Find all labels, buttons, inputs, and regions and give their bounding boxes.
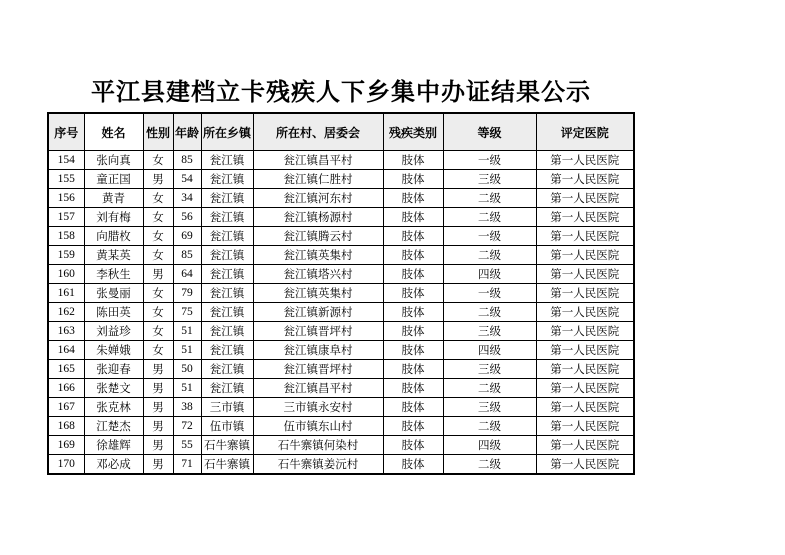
table-cell: 肢体 <box>383 246 443 265</box>
table-cell: 江楚杰 <box>84 417 143 436</box>
table-cell: 女 <box>143 151 173 170</box>
table-cell: 肢体 <box>383 341 443 360</box>
table-cell: 黄某英 <box>84 246 143 265</box>
table-row <box>48 227 634 246</box>
table-cell: 瓮江镇杨源村 <box>253 208 383 227</box>
table-row <box>48 303 634 322</box>
table-cell: 肢体 <box>383 360 443 379</box>
table-cell: 第一人民医院 <box>536 227 634 246</box>
table-cell: 张楚文 <box>84 379 143 398</box>
table-cell: 瓮江镇晋坪村 <box>253 360 383 379</box>
table-cell: 二级 <box>443 208 536 227</box>
table-cell: 168 <box>48 417 84 436</box>
table-cell: 三级 <box>443 360 536 379</box>
table-row <box>48 246 634 265</box>
table-cell: 刘益珍 <box>84 322 143 341</box>
table-cell: 三市镇永安村 <box>253 398 383 417</box>
table-body <box>48 151 634 475</box>
column-header: 所在乡镇 <box>201 113 253 151</box>
table-cell: 男 <box>143 455 173 475</box>
table-cell: 第一人民医院 <box>536 322 634 341</box>
table-cell: 38 <box>173 398 201 417</box>
table-cell: 二级 <box>443 455 536 475</box>
table-row <box>48 151 634 170</box>
table-row <box>48 455 634 475</box>
table-cell: 瓮江镇 <box>201 284 253 303</box>
table-cell: 瓮江镇 <box>201 151 253 170</box>
table-cell: 69 <box>173 227 201 246</box>
table-cell: 张迎春 <box>84 360 143 379</box>
table-cell: 肢体 <box>383 303 443 322</box>
table-cell: 三级 <box>443 322 536 341</box>
table-cell: 石牛寨镇 <box>201 455 253 475</box>
table-cell: 157 <box>48 208 84 227</box>
table-cell: 瓮江镇 <box>201 227 253 246</box>
table-cell: 154 <box>48 151 84 170</box>
table-cell: 瓮江镇新源村 <box>253 303 383 322</box>
table-cell: 56 <box>173 208 201 227</box>
table-cell: 第一人民医院 <box>536 151 634 170</box>
table-cell: 三级 <box>443 398 536 417</box>
table-cell: 瓮江镇英集村 <box>253 246 383 265</box>
table-cell: 一级 <box>443 151 536 170</box>
table-cell: 肢体 <box>383 417 443 436</box>
table-cell: 石牛寨镇姜沅村 <box>253 455 383 475</box>
table-cell: 34 <box>173 189 201 208</box>
table-row <box>48 436 634 455</box>
table-cell: 72 <box>173 417 201 436</box>
table-cell: 男 <box>143 379 173 398</box>
table-cell: 瓮江镇晋坪村 <box>253 322 383 341</box>
table-cell: 张向真 <box>84 151 143 170</box>
table-cell: 159 <box>48 246 84 265</box>
results-table <box>47 112 635 475</box>
table-cell: 第一人民医院 <box>536 417 634 436</box>
table-cell: 85 <box>173 246 201 265</box>
table-row <box>48 208 634 227</box>
table-cell: 邓必成 <box>84 455 143 475</box>
table-cell: 51 <box>173 341 201 360</box>
table-cell: 第一人民医院 <box>536 189 634 208</box>
table-cell: 第一人民医院 <box>536 246 634 265</box>
table-cell: 二级 <box>443 246 536 265</box>
table-cell: 85 <box>173 151 201 170</box>
column-header: 姓名 <box>84 113 143 151</box>
table-row <box>48 417 634 436</box>
table-row <box>48 341 634 360</box>
table-cell: 瓮江镇 <box>201 303 253 322</box>
table-cell: 50 <box>173 360 201 379</box>
page-title: 平江县建档立卡残疾人下乡集中办证结果公示 <box>91 80 591 106</box>
table-cell: 瓮江镇 <box>201 379 253 398</box>
column-header: 性别 <box>143 113 173 151</box>
table-cell: 第一人民医院 <box>536 208 634 227</box>
table-cell: 瓮江镇 <box>201 265 253 284</box>
table-cell: 二级 <box>443 189 536 208</box>
table-row <box>48 398 634 417</box>
table-cell: 瓮江镇 <box>201 189 253 208</box>
table-cell: 男 <box>143 436 173 455</box>
table-cell: 瓮江镇 <box>201 170 253 189</box>
table-cell: 161 <box>48 284 84 303</box>
table-cell: 第一人民医院 <box>536 265 634 284</box>
table-cell: 三市镇 <box>201 398 253 417</box>
table-cell: 女 <box>143 208 173 227</box>
table-cell: 170 <box>48 455 84 475</box>
table-cell: 石牛寨镇 <box>201 436 253 455</box>
table-cell: 165 <box>48 360 84 379</box>
table-cell: 三级 <box>443 170 536 189</box>
table-cell: 瓮江镇 <box>201 246 253 265</box>
table-cell: 瓮江镇昌平村 <box>253 151 383 170</box>
table-cell: 肢体 <box>383 265 443 284</box>
table-cell: 158 <box>48 227 84 246</box>
table-cell: 肢体 <box>383 379 443 398</box>
table-cell: 男 <box>143 170 173 189</box>
table-cell: 刘有梅 <box>84 208 143 227</box>
table-cell: 二级 <box>443 379 536 398</box>
table-cell: 瓮江镇 <box>201 341 253 360</box>
table-cell: 男 <box>143 265 173 284</box>
table-cell: 162 <box>48 303 84 322</box>
table-cell: 瓮江镇 <box>201 208 253 227</box>
table-cell: 伍市镇东山村 <box>253 417 383 436</box>
table-cell: 四级 <box>443 341 536 360</box>
table-cell: 女 <box>143 246 173 265</box>
table-cell: 女 <box>143 322 173 341</box>
table-cell: 肢体 <box>383 151 443 170</box>
table-cell: 肢体 <box>383 189 443 208</box>
table-cell: 肢体 <box>383 208 443 227</box>
table-cell: 51 <box>173 322 201 341</box>
table-cell: 女 <box>143 227 173 246</box>
table-cell: 四级 <box>443 436 536 455</box>
table-cell: 肢体 <box>383 322 443 341</box>
table-cell: 160 <box>48 265 84 284</box>
column-header: 序号 <box>48 113 84 151</box>
table-cell: 169 <box>48 436 84 455</box>
table-cell: 四级 <box>443 265 536 284</box>
column-header: 评定医院 <box>536 113 634 151</box>
table-row <box>48 379 634 398</box>
table-cell: 女 <box>143 303 173 322</box>
table-cell: 瓮江镇康阜村 <box>253 341 383 360</box>
table-cell: 二级 <box>443 303 536 322</box>
table-cell: 第一人民医院 <box>536 284 634 303</box>
table-cell: 瓮江镇河东村 <box>253 189 383 208</box>
table-cell: 张曼丽 <box>84 284 143 303</box>
table-cell: 石牛寨镇何染村 <box>253 436 383 455</box>
table-cell: 瓮江镇塔兴村 <box>253 265 383 284</box>
table-cell: 第一人民医院 <box>536 170 634 189</box>
table-cell: 李秋生 <box>84 265 143 284</box>
table-cell: 第一人民医院 <box>536 436 634 455</box>
table-row <box>48 322 634 341</box>
table-cell: 51 <box>173 379 201 398</box>
table-cell: 徐雄辉 <box>84 436 143 455</box>
table-row <box>48 360 634 379</box>
table-cell: 第一人民医院 <box>536 341 634 360</box>
table-cell: 伍市镇 <box>201 417 253 436</box>
table-cell: 肢体 <box>383 398 443 417</box>
table-cell: 一级 <box>443 284 536 303</box>
table-cell: 向腊枚 <box>84 227 143 246</box>
table-cell: 肢体 <box>383 455 443 475</box>
table-cell: 75 <box>173 303 201 322</box>
table-cell: 155 <box>48 170 84 189</box>
table-row <box>48 189 634 208</box>
table-cell: 张克林 <box>84 398 143 417</box>
table-row <box>48 265 634 284</box>
table-row <box>48 284 634 303</box>
table-cell: 童正国 <box>84 170 143 189</box>
column-header: 年龄 <box>173 113 201 151</box>
table-cell: 一级 <box>443 227 536 246</box>
table-cell: 肢体 <box>383 284 443 303</box>
table-cell: 163 <box>48 322 84 341</box>
table-cell: 第一人民医院 <box>536 303 634 322</box>
table-cell: 二级 <box>443 417 536 436</box>
table-cell: 瓮江镇仁胜村 <box>253 170 383 189</box>
table-cell: 男 <box>143 417 173 436</box>
table-cell: 164 <box>48 341 84 360</box>
table-cell: 第一人民医院 <box>536 360 634 379</box>
table-cell: 女 <box>143 284 173 303</box>
table-cell: 瓮江镇 <box>201 322 253 341</box>
table-cell: 156 <box>48 189 84 208</box>
table-cell: 瓮江镇英集村 <box>253 284 383 303</box>
table-cell: 第一人民医院 <box>536 379 634 398</box>
table-cell: 55 <box>173 436 201 455</box>
table-cell: 瓮江镇腾云村 <box>253 227 383 246</box>
table-cell: 肢体 <box>383 436 443 455</box>
table-cell: 男 <box>143 360 173 379</box>
table-cell: 女 <box>143 341 173 360</box>
table-cell: 女 <box>143 189 173 208</box>
table-row <box>48 170 634 189</box>
table-cell: 肢体 <box>383 227 443 246</box>
column-header: 等级 <box>443 113 536 151</box>
table-cell: 64 <box>173 265 201 284</box>
table-cell: 男 <box>143 398 173 417</box>
column-header: 所在村、居委会 <box>253 113 383 151</box>
table-cell: 71 <box>173 455 201 475</box>
table-cell: 第一人民医院 <box>536 398 634 417</box>
table-cell: 陈田英 <box>84 303 143 322</box>
table-cell: 瓮江镇 <box>201 360 253 379</box>
table-cell: 166 <box>48 379 84 398</box>
table-cell: 第一人民医院 <box>536 455 634 475</box>
table-cell: 瓮江镇昌平村 <box>253 379 383 398</box>
table-cell: 79 <box>173 284 201 303</box>
table-cell: 黄青 <box>84 189 143 208</box>
table-cell: 167 <box>48 398 84 417</box>
column-header: 残疾类别 <box>383 113 443 151</box>
table-cell: 朱婵娥 <box>84 341 143 360</box>
table-cell: 54 <box>173 170 201 189</box>
header-row <box>48 113 634 151</box>
table-head <box>48 113 634 151</box>
table-cell: 肢体 <box>383 170 443 189</box>
